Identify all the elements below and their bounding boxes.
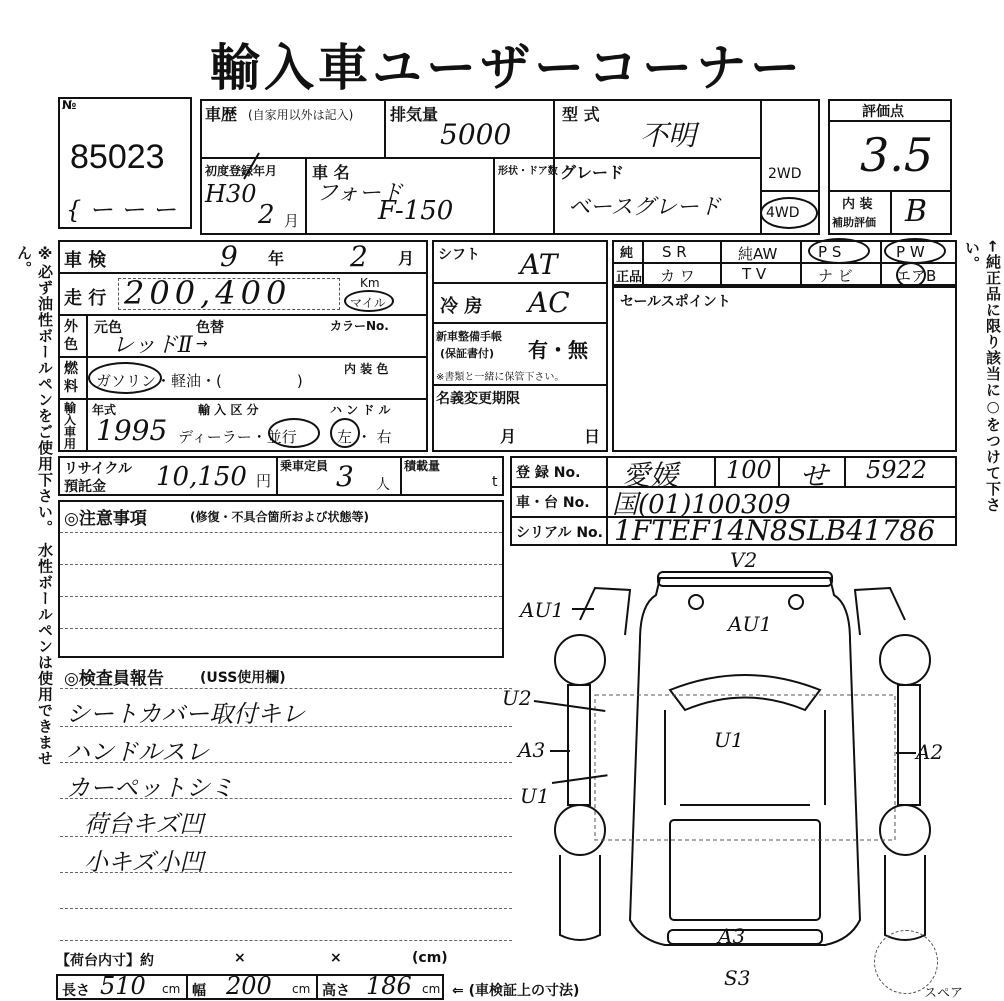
form-title: 輸入車ユーザーコーナー bbox=[210, 39, 804, 97]
capacity-unit: 人 bbox=[376, 477, 390, 493]
change-color-arrow: → bbox=[196, 336, 208, 352]
shift-label: シフト bbox=[438, 247, 480, 263]
import-label: 輸 入 車 用 bbox=[64, 401, 77, 451]
height-value: 186 bbox=[366, 972, 412, 1000]
first-reg-year: H30 bbox=[205, 180, 257, 208]
diag-a3-rear: A3 bbox=[718, 924, 746, 948]
width-value: 200 bbox=[226, 972, 272, 1000]
first-reg-month: 2 bbox=[258, 200, 275, 230]
diag-a2-right: A2 bbox=[916, 740, 944, 764]
left-note: ※必ず油性ボールペンをご使用下さい。 水性ボールペンは使用できません。 bbox=[15, 245, 54, 767]
airbag-circle bbox=[896, 262, 926, 288]
load-unit: t bbox=[492, 474, 498, 490]
load-label: 積載量 bbox=[404, 459, 441, 473]
option-airbag[interactable]: エアB bbox=[896, 267, 937, 285]
import-year-label: 年式 bbox=[92, 403, 117, 417]
cargo-unit: (cm) bbox=[412, 950, 448, 966]
manual-value: 有・無 bbox=[528, 338, 588, 362]
interior-label: 内 装 bbox=[842, 197, 873, 212]
car-name-label: 車 名 bbox=[312, 163, 350, 182]
manual-sub: (保証書付) bbox=[440, 347, 495, 360]
grade-value: ベースグレード bbox=[568, 195, 721, 220]
pw-circle bbox=[884, 238, 946, 264]
option-aw[interactable]: 純AW bbox=[738, 245, 778, 263]
cargo-x2: × bbox=[330, 950, 342, 966]
score-value: 3.5 bbox=[860, 128, 934, 182]
diag-au1-left: AU1 bbox=[520, 598, 565, 622]
report-sub: (USS使用欄) bbox=[200, 670, 286, 686]
fuel-label: 燃 料 bbox=[64, 361, 78, 395]
car-maker: フォード bbox=[316, 181, 403, 206]
shift-value: AT bbox=[520, 248, 558, 281]
diag-au1-roof: AU1 bbox=[728, 612, 773, 636]
model-value: 不明 bbox=[640, 119, 697, 152]
length-cm: cm bbox=[162, 982, 181, 996]
cargo-x1: × bbox=[234, 950, 246, 966]
diag-v2: V2 bbox=[730, 548, 758, 572]
name-change-day: 日 bbox=[584, 427, 601, 446]
name-change-label: 名義変更期限 bbox=[436, 391, 520, 407]
color-no-label: カラーNo. bbox=[330, 319, 389, 333]
width-cm: cm bbox=[292, 982, 311, 996]
diag-u1-center: U1 bbox=[714, 728, 744, 752]
notes-sub: (修復・不具合箇所および状態等) bbox=[190, 510, 369, 524]
import-kind-label: 輸 入 区 分 bbox=[198, 403, 259, 417]
serial-value: 1FTEF14N8SLB41786 bbox=[614, 514, 936, 547]
option-tv[interactable]: T V bbox=[742, 265, 767, 283]
options-row-label-top: 純 bbox=[620, 246, 634, 261]
registration-label: 登 録 No. bbox=[516, 465, 581, 481]
serial-label: シリアル No. bbox=[516, 525, 603, 541]
length-label: 長さ bbox=[62, 983, 90, 999]
stock-number: 85023 bbox=[70, 138, 165, 176]
option-sr[interactable]: S R bbox=[662, 243, 687, 261]
cargo-label: 【荷台内寸】約 bbox=[56, 953, 154, 969]
registration-kana: せ bbox=[800, 459, 829, 492]
cargo-note: ⇐ (車検証上の寸法) bbox=[452, 983, 580, 999]
chassis-value: 国(01)100309 bbox=[612, 490, 791, 520]
report-line-2: ハンドルスレ bbox=[66, 738, 210, 766]
import-kind-options: ディーラー・並行 bbox=[178, 428, 297, 446]
length-value: 510 bbox=[100, 972, 146, 1000]
registration-area: 愛媛 bbox=[622, 459, 679, 492]
recycle-label: リサイクル bbox=[64, 461, 133, 477]
mileage-value: 200,400 bbox=[124, 274, 292, 312]
sales-point-label: セールスポイント bbox=[620, 294, 731, 310]
diag-u1-left: U1 bbox=[520, 784, 550, 808]
ps-circle bbox=[808, 238, 870, 264]
capacity-value: 3 bbox=[336, 460, 354, 493]
car-model-name: F-150 bbox=[378, 196, 454, 226]
stock-label: № bbox=[62, 98, 77, 112]
option-navi[interactable]: ナ ビ bbox=[818, 267, 853, 285]
option-ps[interactable]: P S bbox=[818, 243, 842, 261]
manual-note: ※書類と一緒に保管下さい。 bbox=[436, 372, 565, 383]
report-line-5: 小キズ小凹 bbox=[84, 848, 204, 876]
exterior-label: 外 色 bbox=[64, 319, 78, 353]
options-row-label-bottom: 正品 bbox=[616, 270, 643, 285]
interior-score: B bbox=[905, 194, 928, 229]
chassis-label: 車・台 No. bbox=[516, 495, 590, 511]
capacity-label: 乗車定員 bbox=[280, 459, 329, 473]
orig-color-value: レッドⅡ bbox=[112, 333, 193, 358]
inspection-year: 9 bbox=[220, 240, 238, 273]
registration-number: 5922 bbox=[866, 456, 928, 484]
recycle-sub: 預託金 bbox=[64, 479, 106, 495]
aircon-label: 冷 房 bbox=[440, 296, 483, 317]
recycle-value: 10,150 bbox=[156, 462, 247, 492]
height-label: 高さ bbox=[322, 983, 350, 999]
option-pw[interactable]: P W bbox=[896, 243, 925, 261]
name-change-month: 月 bbox=[500, 427, 517, 446]
right-note: ←純正品に限り該当に○をつけて下さい。 bbox=[963, 240, 1002, 513]
report-label: ◎検査員報告 bbox=[64, 669, 164, 689]
width-label: 幅 bbox=[192, 983, 206, 999]
inspection-year-unit: 年 bbox=[268, 249, 285, 268]
drive-4wd[interactable]: 4WD bbox=[766, 205, 800, 221]
diag-u2: U2 bbox=[502, 686, 532, 710]
mileage-unit-km: Km bbox=[360, 276, 380, 290]
displacement-label: 排気量 bbox=[390, 105, 439, 124]
model-label: 型 式 bbox=[562, 105, 600, 124]
first-reg-month-unit: 月 bbox=[284, 212, 300, 230]
grade-label: グレード bbox=[560, 163, 625, 182]
notes-label: ◎注意事項 bbox=[64, 509, 147, 529]
recycle-unit: 円 bbox=[256, 472, 272, 490]
history-label: 車歴 bbox=[205, 105, 238, 124]
diag-s3: S3 bbox=[724, 966, 751, 990]
aircon-value: AC bbox=[528, 286, 570, 319]
score-label: 評価点 bbox=[862, 104, 904, 120]
diag-spare: スペア bbox=[924, 986, 964, 1001]
interior-sub: 補助評価 bbox=[832, 216, 876, 229]
height-cm: cm bbox=[422, 982, 441, 996]
report-line-4: 荷台キズ凹 bbox=[84, 810, 204, 838]
report-line-1: シートカバー取付キレ bbox=[66, 700, 306, 728]
stock-mark: { ー ー ー bbox=[66, 196, 177, 224]
handle-label: ハ ン ド ル bbox=[330, 403, 391, 417]
displacement-value: 5000 bbox=[440, 118, 512, 151]
drive-2wd[interactable]: 2WD bbox=[768, 166, 802, 182]
inspection-month: 2 bbox=[350, 240, 368, 273]
handle-options: 左 ・ 右 bbox=[337, 428, 392, 446]
option-leather[interactable]: カ ワ bbox=[660, 267, 695, 285]
history-note: (自家用以外は記入) bbox=[248, 108, 354, 122]
shape-label: 形状・ドア数 bbox=[498, 166, 558, 177]
orig-color-label: 元色 bbox=[94, 320, 122, 336]
change-color-label: 色替 bbox=[196, 320, 224, 336]
report-line-3: カーペットシミ bbox=[66, 774, 234, 802]
inspection-month-unit: 月 bbox=[398, 249, 415, 268]
registration-class: 100 bbox=[726, 456, 772, 484]
diag-a3-left: A3 bbox=[518, 738, 546, 762]
inspection-label: 車 検 bbox=[64, 250, 107, 271]
import-year: 1995 bbox=[96, 414, 168, 447]
interior-color-label: 内 装 色 bbox=[344, 362, 389, 376]
mileage-label: 走 行 bbox=[64, 288, 107, 309]
fuel-options: ガソリン・軽油・( ) bbox=[96, 372, 303, 390]
manual-label: 新車整備手帳 bbox=[436, 330, 502, 343]
mileage-unit-mile: マイル bbox=[350, 296, 386, 310]
first-reg-label: 初度登録年月 bbox=[205, 164, 278, 178]
